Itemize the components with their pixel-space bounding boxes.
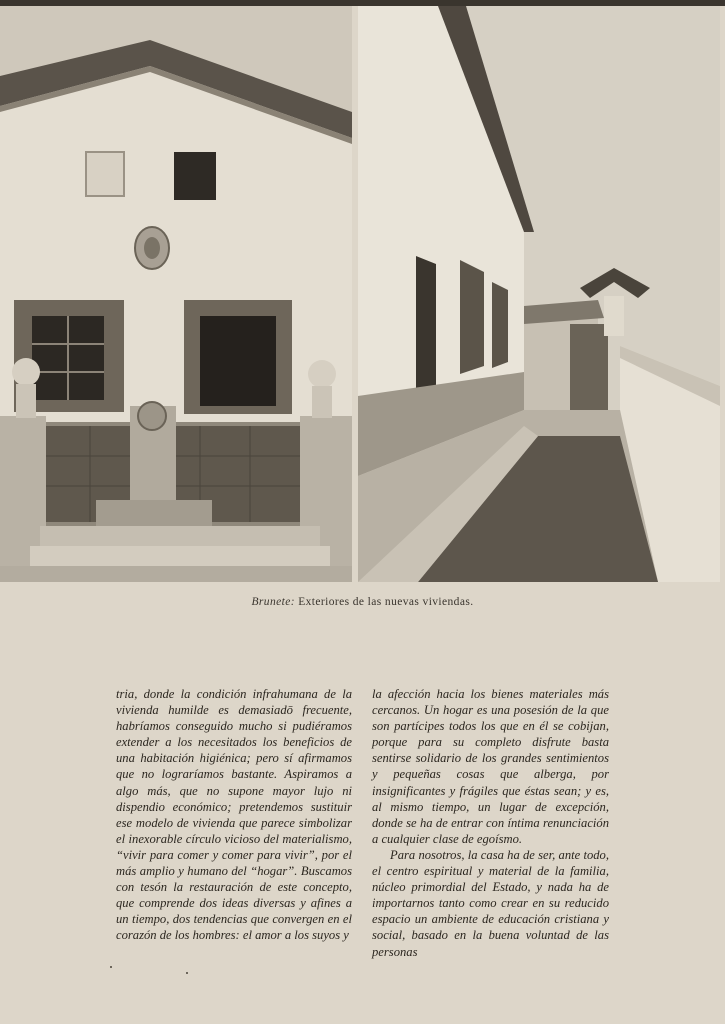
print-speck [186, 972, 188, 974]
street-illustration [358, 6, 720, 582]
article-column-right [372, 686, 609, 960]
caption-text: Exteriores de las nuevas viviendas. [298, 596, 474, 608]
caption-place: Brunete: [251, 596, 295, 608]
photo-caption [0, 596, 725, 608]
photo-house-facade-fountain [0, 6, 352, 582]
facade-illustration [0, 6, 352, 582]
left-column-text: tria, donde la condición infrahumana de la vivienda humilde es demasiadō frecuente, habríamos conseguido mucho si pudiéramos extender a los necesitados los beneficios de una habitación higiénica; pero sí afirmamos que no lograríamos bastante. Aspiramos a algo más, que no supone mayor lujo ni dispendio económico; pretendemos sustituir ese modelo de vivienda que parece simbolizar el inexorable círculo vicioso del materialismo, “vivir para comer y comer para vivir”, por el más amplio y humano del “hogar”. Buscamos con tesón la restauración de este concepto, que comprende dos ideas diversas y afines a un tiempo, dos tendencias que convergen en el corazón de los hombres: el amor a los suyos y [116, 687, 352, 943]
photo-street-walls [358, 6, 720, 582]
print-speck [110, 966, 112, 968]
article-column-left [116, 686, 352, 944]
right-column-paragraph-2: Para nosotros, la casa ha de ser, ante todo, el centro espiritual y material de la familia, núcleo primordial del Estado, y nada ha de importarnos tanto como crear en su reducido espacio un ambiente de educación cristiana y social, basado en la buena voluntad de las personas [372, 847, 609, 959]
right-column-paragraph-1: la afección hacia los bienes materiales más cercanos. Un hogar es una posesión de la que son partícipes todos los que en él se cobijan, porque para su completo disfrute basta sentirse solidario de los grandes sentimientos y pequeñas cosas que alberga, por insignificantes y frágiles que éstas sean; y es, al mismo tiempo, un lugar de excepción, donde se ha de entrar con íntima renunciación a cualquier clase de egoísmo. [372, 687, 609, 846]
